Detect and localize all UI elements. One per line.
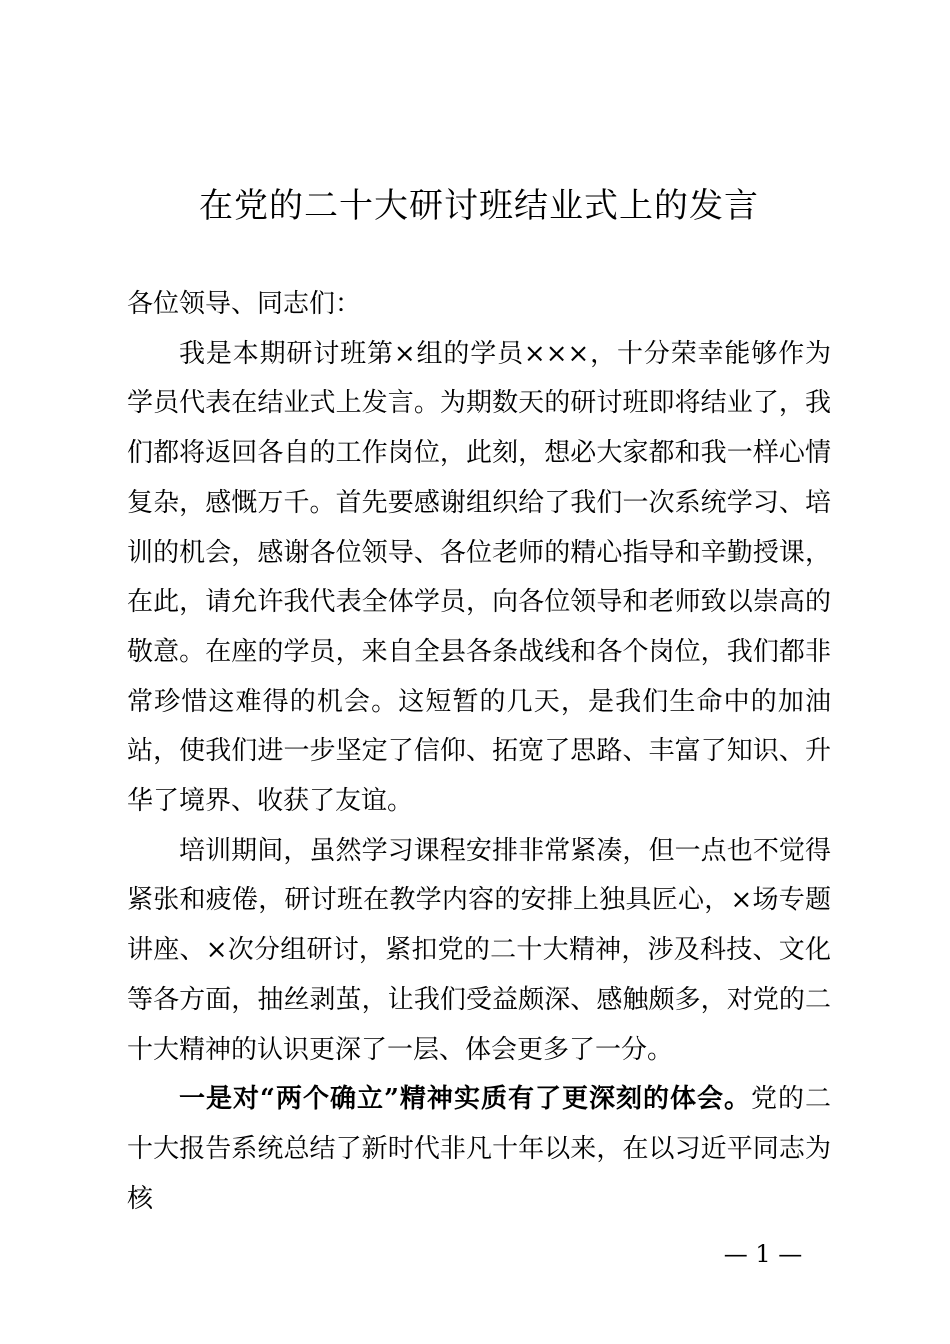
paragraph-2-text: 培训期间，虽然学习课程安排非常紧凑，但一点也不觉得紧张和疲倦，研讨班在教学内容的安排上独具匠心，×场专题讲座、×次分组研讨，紧扣党的二十大精神，涉及科技、文化等各方面，抽丝剥茧，让我们受益颇深、感触颇多，对党的二十大精神的认识更深了一层、体会更多了一分。 <box>127 835 831 1065</box>
paragraph-3 <box>127 1075 831 1224</box>
paragraph-3-lead: 一是对“两个确立”精神实质有了更深刻的体会。 <box>179 1084 751 1115</box>
page-number: — 1 — <box>723 1240 803 1268</box>
document-body <box>127 280 831 1224</box>
paragraph-1 <box>127 330 831 827</box>
salutation: 各位领导、同志们： <box>127 289 362 319</box>
paragraph-2 <box>127 827 831 1076</box>
paragraph-3-text: 党的二十大报告系统总结了新时代非凡十年以来，在以习近平同志为核 <box>127 1084 831 1214</box>
document-title: 在党的二十大研讨班结业式上的发言 <box>199 186 759 226</box>
paragraph-1-text: 我是本期研讨班第×组的学员×××，十分荣幸能够作为学员代表在结业式上发言。为期数天的研讨班即将结业了，我们都将返回各自的工作岗位，此刻，想必大家都和我一样心情复杂，感慨万千。首先要感谢组织给了我们一次系统学习、培训的机会，感谢各位领导、各位老师的精心指导和辛勤授课，在此，请允许我代表全体学员，向各位领导和老师致以崇高的敬意。在座的学员，来自全县各条战线和各个岗位，我们都非常珍惜这难得的机会。这短暂的几天，是我们生命中的加油站，使我们进一步坚定了信仰、拓宽了思路、丰富了知识、升华了境界、收获了友谊。 <box>127 338 831 817</box>
